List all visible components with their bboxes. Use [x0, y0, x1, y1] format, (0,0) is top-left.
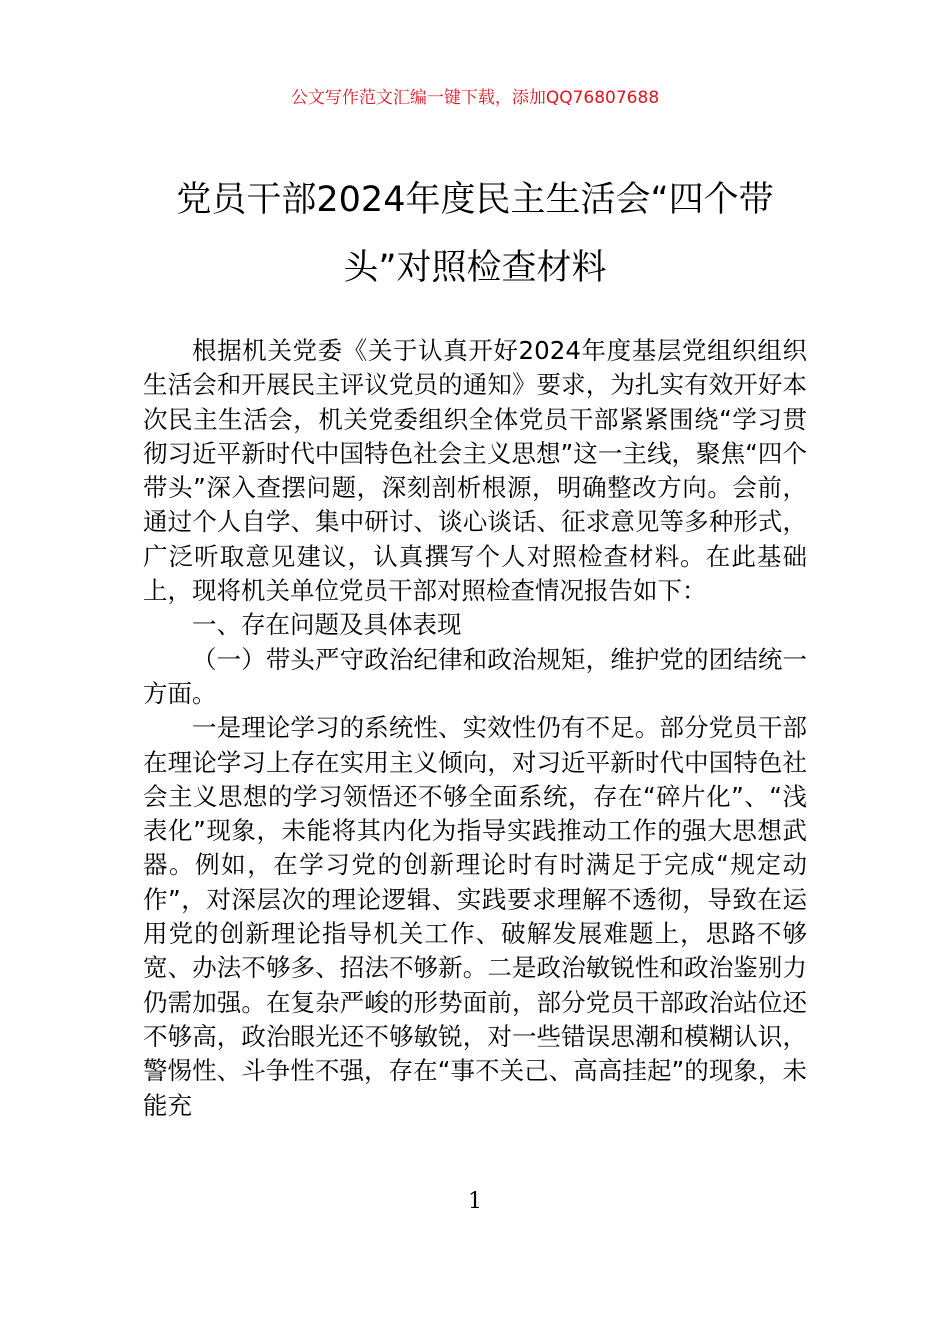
page-number: 1: [468, 1189, 482, 1214]
document-body: [143, 334, 807, 1123]
paragraph-problems: 一是理论学习的系统性、实效性仍有不足。部分党员干部在理论学习上存在实用主义倾向，对习近平新时代中国特色社会主义思想的学习领悟还不够全面系统，存在“碎片化”、“浅表化”现象，未能将其内化为指导实践推动工作的强大思想武器。例如，在学习党的创新理论时有时满足于完成“规定动作”，对深层次的理论逻辑、实践要求理解不透彻，导致在运用党的创新理论指导机关工作、破解发展难题上，思路不够宽、办法不够多、招法不够新。二是政治敏锐性和政治鉴别力仍需加强。在复杂严峻的形势面前，部分党员干部政治站位还不够高，政治眼光还不够敏锐，对一些错误思潮和模糊认识，警惕性、斗争性不强，存在“事不关己、高高挂起”的现象，未能充: [143, 713, 807, 1120]
document-title: [150, 166, 800, 302]
section-heading-1: 一、存在问题及具体表现: [192, 610, 462, 640]
paragraph-intro: 根据机关党委《关于认真开好2024年度基层党组织组织生活会和开展民主评议党员的通知》要求，为扎实有效开好本次民主生活会，机关党委组织全体党员干部紧紧围绕“学习贯彻习近平新时代中国特色社会主义思想”这一主线，聚焦“四个带头”深入查摆问题，深刻剖析根源，明确整改方向。会前，通过个人自学、集中研讨、谈心谈话、征求意见等多种形式，广泛听取意见建议，认真撰写个人对照检查材料。在此基础上，现将机关单位党员干部对照检查情况报告如下：: [143, 336, 807, 606]
promo-header-text: 公文写作范文汇编一键下载，添加QQ76807688: [290, 88, 660, 108]
document-title-line-2: 头”对照检查材料: [343, 248, 607, 288]
document-title-line-1: 党员干部2024年度民主生活会“四个带: [176, 180, 774, 220]
subsection-heading-1: （一）带头严守政治纪律和政治规矩，维护党的团结统一方面。: [143, 644, 807, 708]
